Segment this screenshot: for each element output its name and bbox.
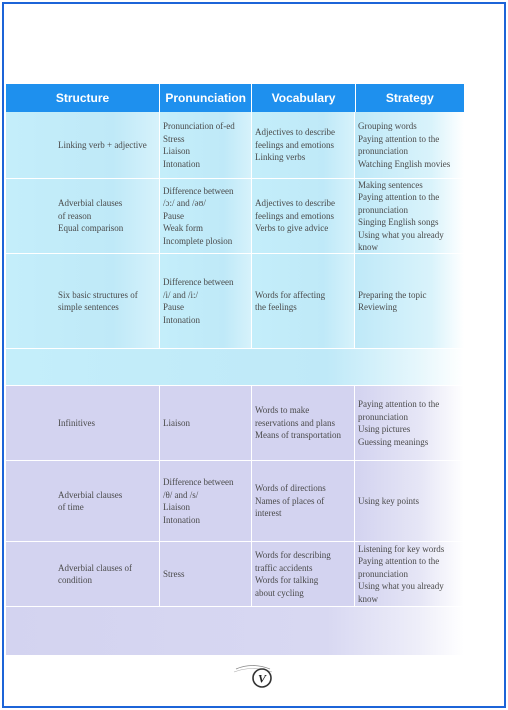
cell-pronunciation — [160, 254, 252, 348]
cell-line: Incomplete plosion — [163, 235, 233, 246]
cell-line: Difference between — [163, 277, 234, 287]
cell-line: Stress — [163, 133, 185, 144]
cell-line: Liaison — [163, 502, 190, 512]
publisher-logo-icon — [232, 660, 274, 692]
cell-line: Using what you already — [358, 581, 444, 592]
cell-pronunciation — [160, 179, 252, 253]
cell-line: pronunciation — [358, 204, 408, 215]
cell-line: Difference between — [163, 185, 234, 196]
cell-vocabulary — [252, 461, 355, 541]
cell-line: Intonation — [163, 314, 200, 325]
cell-vocabulary — [252, 386, 355, 460]
cell-line: feelings and emotions — [255, 210, 334, 221]
cell-line: Liaison — [163, 417, 190, 428]
table-row — [6, 386, 464, 461]
cell-vocabulary — [252, 254, 355, 348]
cell-line: Linking verbs — [255, 152, 306, 163]
cell-pronunciation — [160, 112, 252, 178]
syllabus-table — [6, 84, 464, 656]
cell-structure — [6, 254, 160, 348]
cell-line: condition — [58, 575, 92, 585]
cell-line: Words to make — [255, 405, 310, 416]
cell-line: Using what you already — [358, 229, 444, 240]
cell-structure — [6, 386, 160, 460]
cell-structure — [6, 461, 160, 541]
cell-line: Grouping words — [358, 121, 417, 131]
cell-strategy — [355, 461, 464, 541]
cell-line: /i/ and /i:/ — [163, 289, 198, 300]
table-row — [6, 542, 464, 607]
cell-pronunciation — [160, 386, 252, 460]
blank-band-blue — [6, 349, 464, 386]
cell-line: Verbs to give advice — [255, 223, 329, 234]
cell-line: Pronunciation of-ed — [163, 121, 235, 131]
cell-structure — [6, 542, 160, 606]
cell-line: Equal comparison — [58, 223, 124, 234]
cell-vocabulary — [252, 112, 355, 178]
cell-line: Preparing the topic — [358, 289, 427, 300]
cell-line: Watching English movies — [358, 158, 451, 169]
cell-line: Adjectives to describe — [255, 127, 335, 138]
cell-line: Weak form — [163, 223, 204, 234]
cell-line: Stress — [163, 568, 185, 579]
cell-line: Using pictures — [358, 424, 411, 434]
cell-line: /ɔ:/ and /əʊ/ — [163, 198, 206, 209]
cell-line: Paying attention to the — [358, 399, 440, 409]
cell-line: interest — [255, 508, 282, 519]
cell-line: Words of directions — [255, 483, 326, 494]
cell-line: Paying attention to the — [358, 133, 440, 144]
cell-line: Words for talking — [255, 575, 319, 585]
cell-line: /θ/ and /s/ — [163, 489, 199, 500]
cell-line: Singing English songs — [358, 217, 439, 227]
cell-line: Words for affecting — [255, 289, 326, 300]
cell-line: reservations and plans — [255, 417, 335, 428]
cell-line: Adverbial clauses of — [58, 562, 132, 573]
cell-line: about cycling — [255, 587, 304, 598]
cell-line: Adverbial clauses — [58, 489, 123, 500]
cell-line: Words for describing — [255, 550, 331, 560]
table-header — [6, 84, 464, 112]
cell-line: simple sentences — [58, 302, 119, 312]
cell-line: Making sentences — [358, 179, 423, 190]
cell-structure — [6, 112, 160, 178]
cell-line: Adverbial clauses — [58, 198, 123, 209]
blank-band-purple — [6, 607, 464, 656]
cell-line: Liaison — [163, 146, 190, 156]
cell-line: Difference between — [163, 477, 234, 487]
cell-line: traffic accidents — [255, 562, 313, 573]
cell-line: Infinitives — [58, 417, 95, 428]
cell-line: Six basic structures of — [58, 289, 138, 300]
logo-letter: V — [257, 671, 267, 686]
cell-pronunciation — [160, 542, 252, 606]
cell-vocabulary — [252, 179, 355, 253]
cell-line: Pause — [163, 210, 184, 221]
cell-line: Paying attention to the — [358, 192, 440, 202]
cell-line: Adjectives to describe — [255, 198, 335, 209]
cell-strategy — [355, 254, 464, 348]
cell-line: Linking verb + adjective — [58, 139, 147, 150]
page-frame — [2, 2, 506, 708]
header-pronunciation: Pronunciation — [160, 84, 252, 112]
cell-line: Means of transportation — [255, 430, 341, 441]
table-row — [6, 254, 464, 349]
cell-line: Names of places of — [255, 495, 325, 506]
cell-structure — [6, 179, 160, 253]
cell-line: know — [358, 242, 378, 252]
cell-line: the feelings — [255, 302, 297, 312]
cell-line: Intonation — [163, 158, 200, 169]
header-structure: Structure — [6, 84, 160, 112]
cell-line: feelings and emotions — [255, 139, 334, 150]
cell-pronunciation — [160, 461, 252, 541]
cell-line: know — [358, 593, 378, 604]
cell-line: Paying attention to the — [358, 556, 440, 567]
cell-line: pronunciation — [358, 411, 408, 422]
cell-line: Guessing meanings — [358, 436, 429, 447]
header-strategy: Strategy — [385, 91, 434, 105]
cell-line: of time — [58, 502, 84, 512]
cell-line: pronunciation — [358, 568, 408, 579]
cell-strategy — [355, 542, 464, 606]
cell-line: Using key points — [358, 495, 420, 506]
table-row — [6, 112, 464, 179]
cell-strategy — [355, 386, 464, 460]
cell-line: Reviewing — [358, 302, 397, 312]
table-row — [6, 179, 464, 254]
cell-line: Pause — [163, 302, 184, 312]
cell-line: of reason — [58, 210, 92, 221]
header-vocabulary: Vocabulary — [252, 84, 355, 112]
cell-vocabulary — [252, 542, 355, 606]
table-row — [6, 461, 464, 542]
cell-line: Listening for key words — [358, 543, 445, 554]
cell-line: pronunciation — [358, 146, 408, 156]
cell-strategy — [355, 179, 464, 253]
cell-strategy — [355, 112, 464, 178]
cell-line: Intonation — [163, 514, 200, 525]
